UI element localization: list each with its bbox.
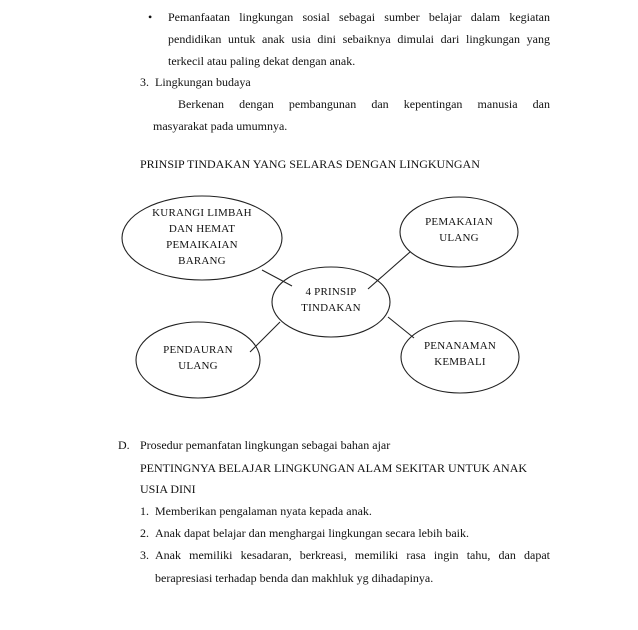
section-d-subheading-line-2: USIA DINI [140,482,196,496]
node-bottom-left-label: PENDAURAN ULANG [163,344,233,372]
bullet-line-3: terkecil atau paling dekat dengan anak. [168,54,356,68]
node-bottom-right-label: PENANAMAN KEMBALI [423,340,497,368]
node-center-label: 4 PRINSIP TINDAKAN [301,286,361,314]
list-item-3-line-2: berapresiasi terhadap benda dan makhluk yg dihadapinya. [155,571,434,585]
connector-bottom-right [388,317,414,338]
node-top-right-label: PEMAKAIAN ULANG [425,216,493,244]
list-item-1-text: Memberikan pengalaman nyata kepada anak. [155,504,372,518]
node-top-left-label: KURANGI LIMBAH DAN HEMAT PEMAIKAIAN BARANG [152,207,252,267]
section-d-title: Prosedur pemanfatan lingkungan sebagai bahan ajar [140,438,391,452]
section-d-subheading-line-1: PENTINGNYA BELAJAR LINGKUNGAN ALAM SEKITAR UNTUK ANAK [140,461,528,475]
list-item-1-number: 1. [140,504,149,518]
list-item-2-text: Anak dapat belajar dan menghargai lingkungan secara lebih baik. [155,526,469,540]
item-3-line-2: masyarakat pada umumnya. [153,119,288,133]
list-item-3-line-1: Anak memiliki kesadaran, berkreasi, memiliki rasa ingin tahu, dan dapat [155,548,550,562]
item-3-title: Lingkungan budaya [155,75,251,89]
list-item-2-number: 2. [140,526,149,540]
item-3-number: 3. [140,75,149,89]
bullet-line-1: Pemanfaatan lingkungan sosial sebagai sumber belajar dalam kegiatan [168,10,550,24]
list-item-3-number: 3. [140,548,149,562]
connector-bottom-left [250,322,280,352]
section-d-letter: D. [118,438,130,452]
item-3-line-1: Berkenan dengan pembangunan dan kepentingan manusia dan [178,97,550,111]
bullet-dot: • [148,10,153,24]
section-heading: PRINSIP TINDAKAN YANG SELARAS DENGAN LINGKUNGAN [140,157,480,171]
bullet-line-2: pendidikan untuk anak usia dini sebaiknya dimulai dari lingkungan yang [168,32,550,46]
